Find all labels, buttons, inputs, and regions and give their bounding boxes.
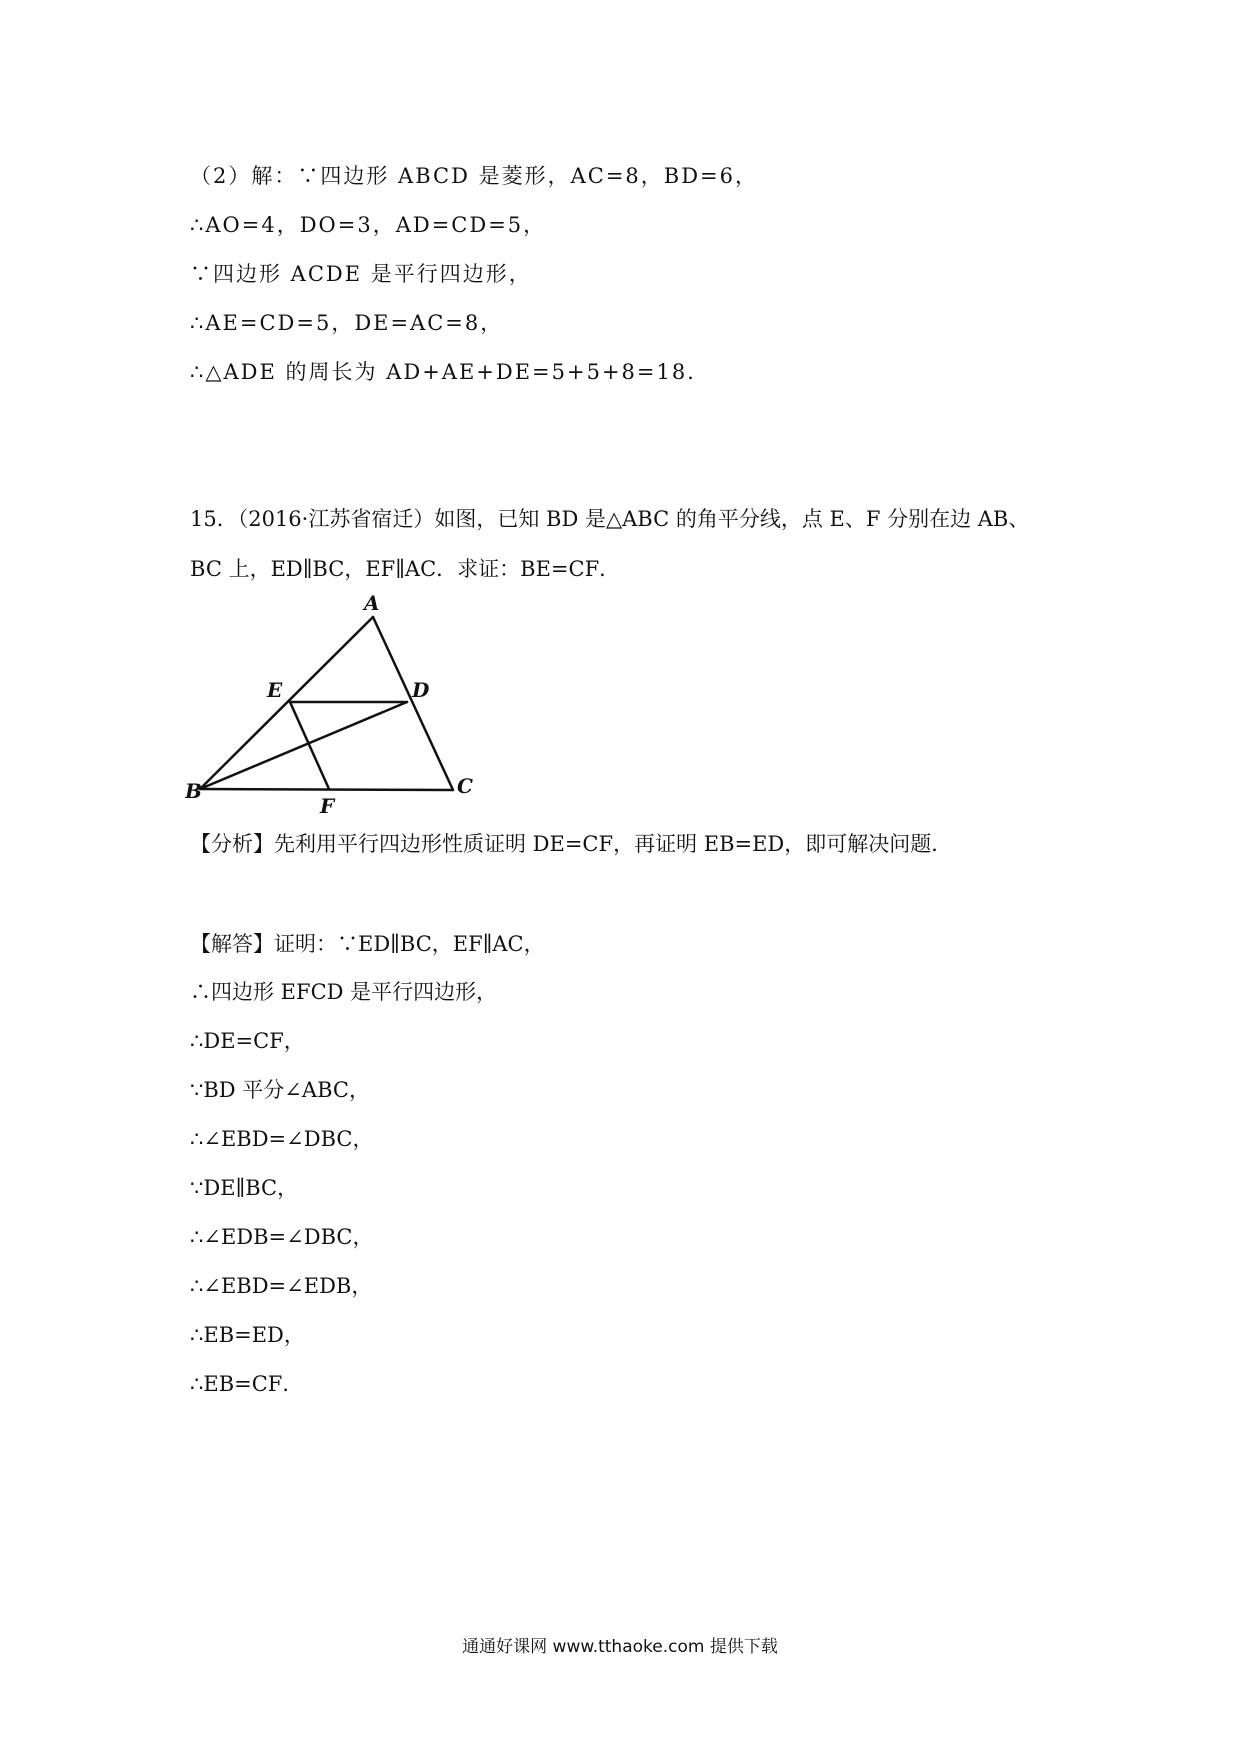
analysis-text: 【分析】先利用平行四边形性质证明 DE=CF，再证明 EB=ED，即可解决问题． bbox=[190, 832, 953, 856]
solution-line-8: ∴∠EBD=∠EDB， bbox=[190, 1274, 373, 1298]
triangle-diagram bbox=[185, 590, 485, 815]
segment-BC bbox=[200, 789, 453, 790]
part2-line-1: （2）解：∵四边形 ABCD 是菱形，AC=8，BD=6， bbox=[190, 164, 759, 188]
problem15-statement-line-1: 15．（2016·江苏省宿迁）如图，已知 BD 是△ABC 的角平分线，点 E、F 分别在边 AB、 bbox=[190, 507, 1030, 531]
part2-line-3: ∵四边形 ACDE 是平行四边形， bbox=[190, 262, 532, 286]
label-A: A bbox=[364, 591, 380, 615]
label-E: E bbox=[267, 678, 283, 702]
solution-line-5: ∴∠EBD=∠DBC， bbox=[190, 1127, 374, 1151]
solution-line-2: ∴四边形 EFCD 是平行四边形， bbox=[190, 980, 498, 1004]
part2-line-4: ∴AE=CD=5，DE=AC=8， bbox=[190, 311, 504, 335]
part2-line-2: ∴AO=4，DO=3，AD=CD=5， bbox=[190, 213, 547, 237]
part2-line-5: ∴△ADE 的周长为 AD+AE+DE=5+5+8=18． bbox=[190, 360, 711, 384]
footer-credit: 通通好课网 www.tthaoke.com 提供下载 bbox=[462, 1637, 778, 1657]
segment-AC bbox=[373, 617, 453, 790]
problem15-statement-line-2: BC 上，ED∥BC，EF∥AC．求证：BE=CF． bbox=[190, 557, 621, 581]
triangle-figure bbox=[185, 590, 485, 815]
solution-line-10: ∴EB=CF． bbox=[190, 1372, 304, 1396]
label-F: F bbox=[320, 794, 335, 815]
solution-line-7: ∴∠EDB=∠DBC， bbox=[190, 1225, 374, 1249]
solution-line-4: ∵BD 平分∠ABC， bbox=[190, 1078, 370, 1102]
solution-line-6: ∵DE∥BC， bbox=[190, 1176, 299, 1200]
solution-line-9: ∴EB=ED， bbox=[190, 1323, 305, 1347]
segment-BD bbox=[200, 702, 407, 789]
segment-EF bbox=[290, 702, 329, 789]
solution-line-3: ∴DE=CF， bbox=[190, 1029, 305, 1053]
label-C: C bbox=[457, 774, 473, 798]
label-B: B bbox=[185, 779, 202, 803]
label-D: D bbox=[412, 678, 430, 702]
solution-line-1: 【解答】证明：∵ED∥BC，EF∥AC， bbox=[190, 932, 545, 956]
